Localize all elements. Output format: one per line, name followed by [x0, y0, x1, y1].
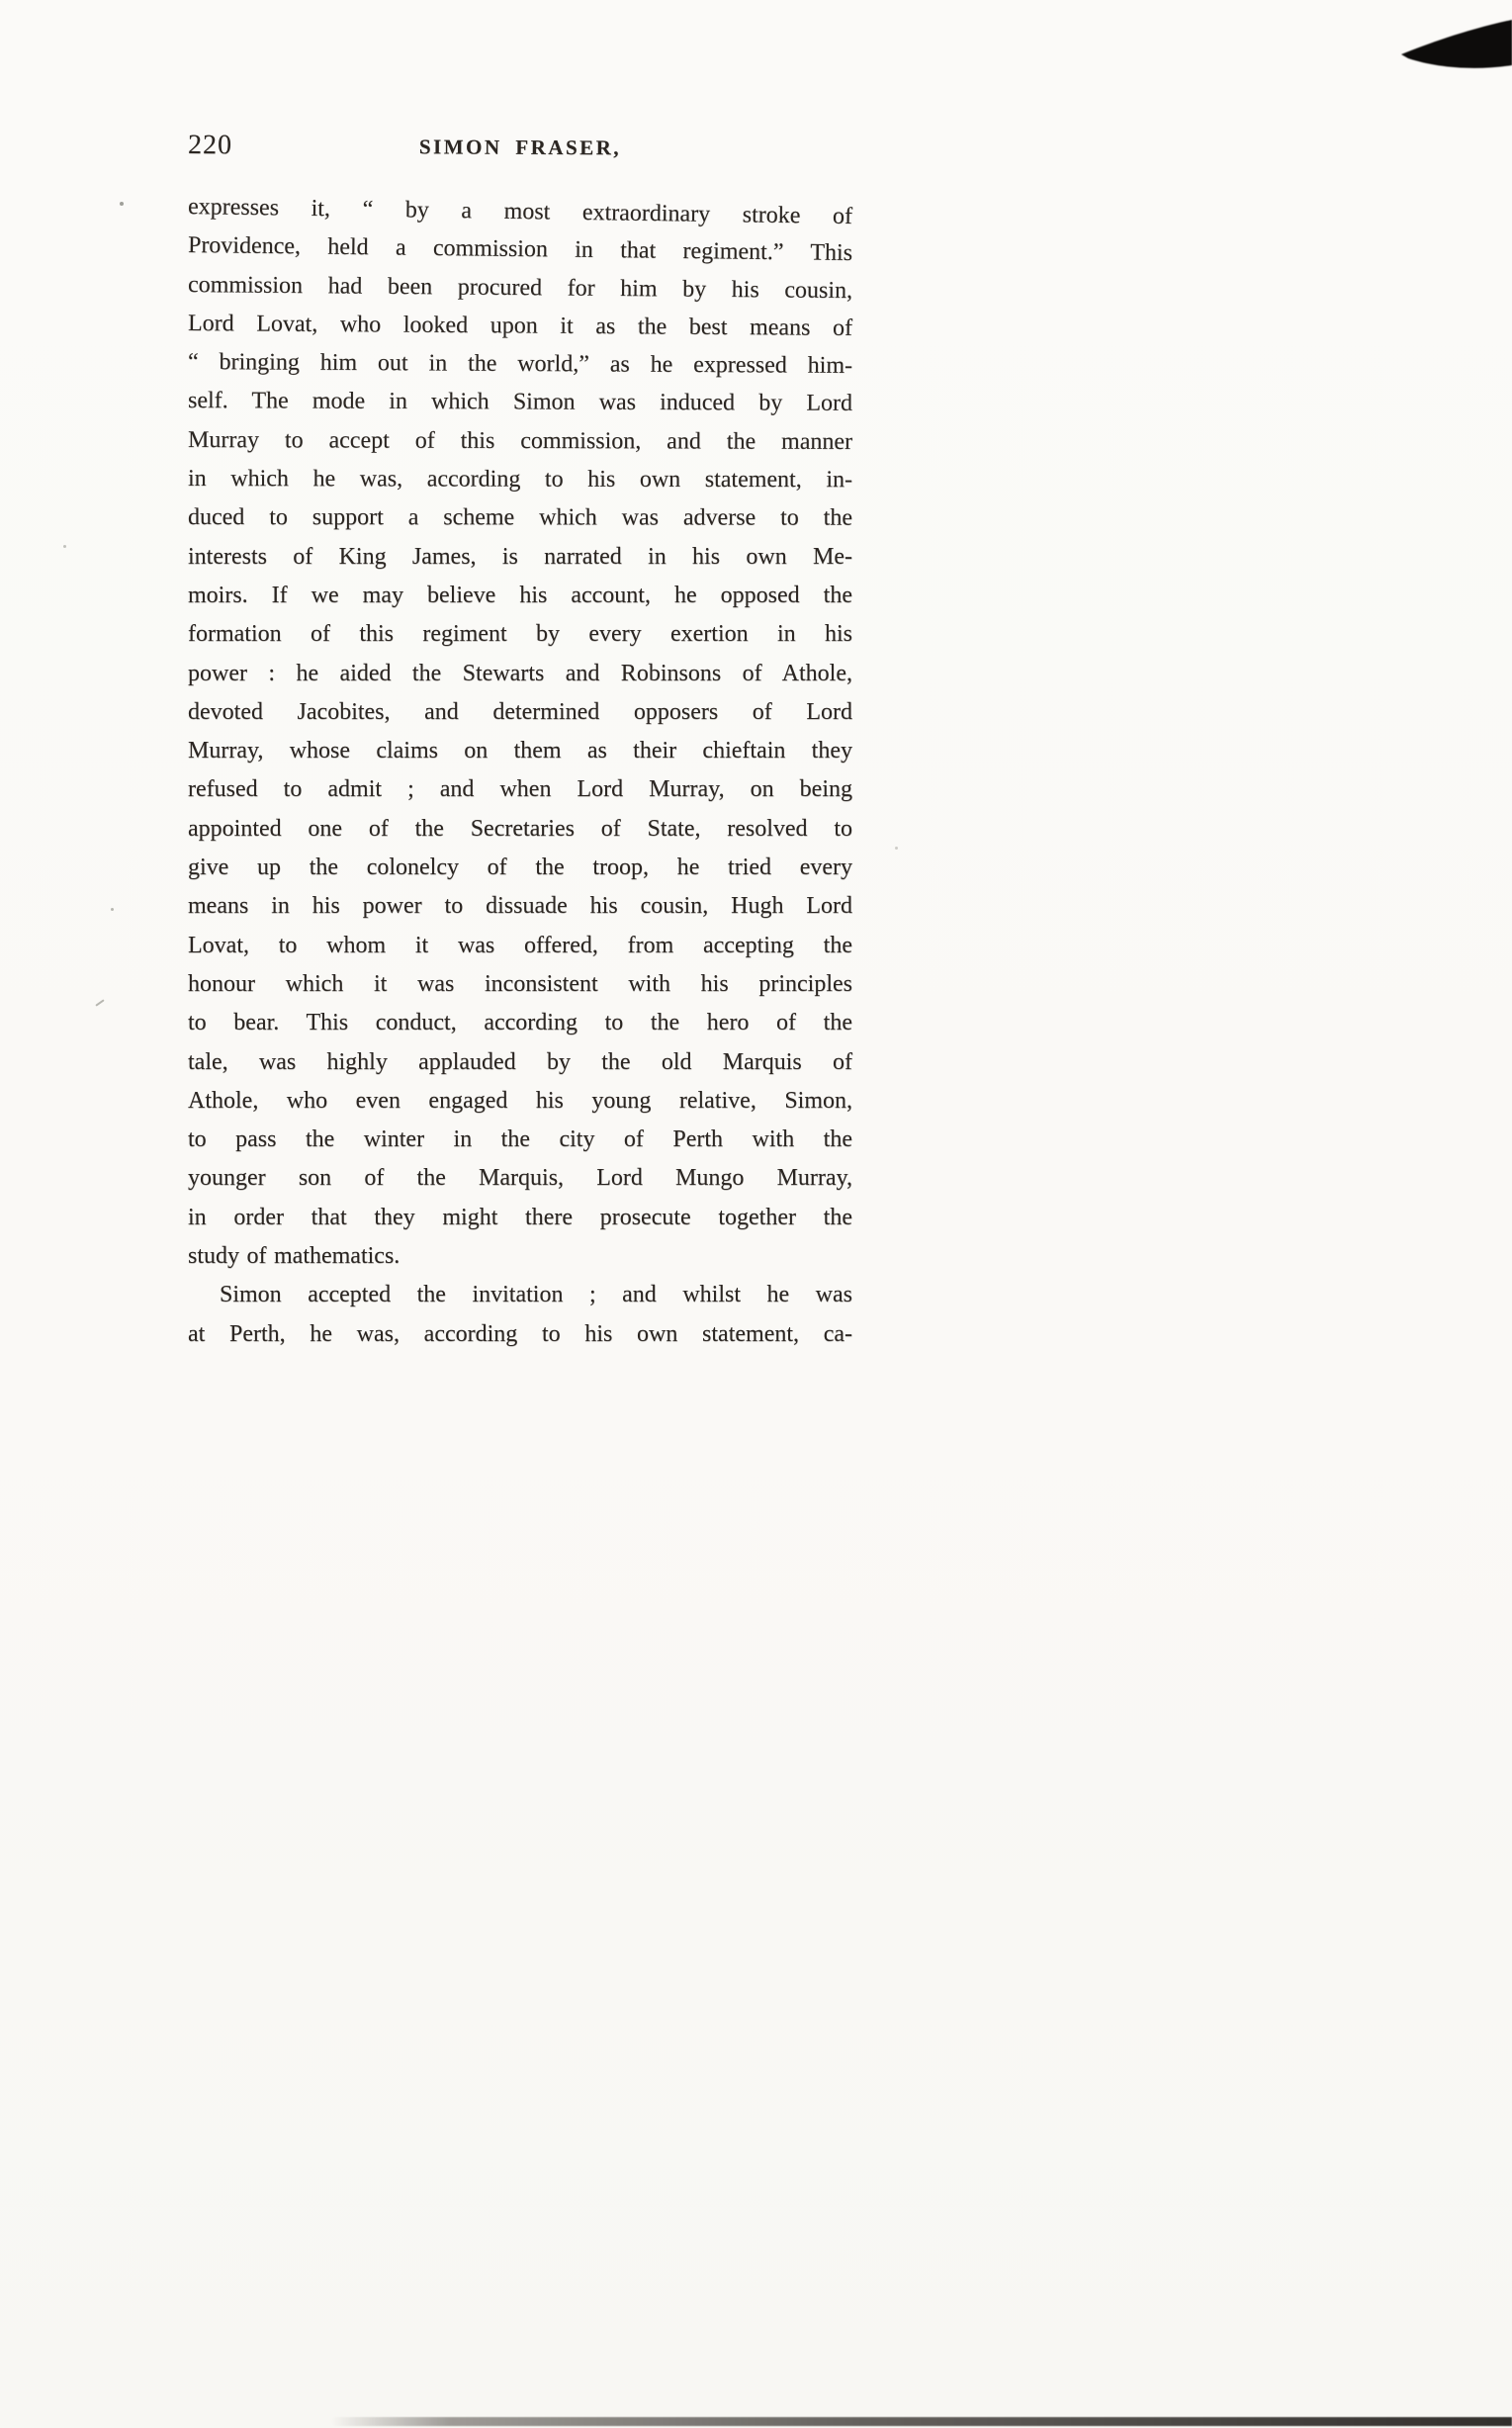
paragraph [188, 188, 852, 1276]
text-line: Simon accepted the invitation ; and whilst he was [220, 1282, 852, 1308]
text-line: Providence, held a commission in that regiment.” This [187, 232, 853, 267]
text-line: interests of King James, is narrated in his own Me- [188, 543, 852, 570]
scan-speck [63, 545, 66, 548]
page-header [188, 127, 852, 168]
text-line: in which he was, according to his own statement, in- [187, 466, 853, 494]
text-line: moirs. If we may believe his account, he opposed the [188, 582, 852, 608]
text-line: refused to admit ; and when Lord Murray, on being [188, 776, 852, 803]
text-line: in order that they might there prosecute together the [188, 1204, 852, 1230]
text-line: tale, was highly applauded by the old Marquis of [188, 1048, 852, 1075]
text-line: at Perth, he was, according to his own statement, ca- [188, 1320, 852, 1347]
text-line: Murray to accept of this commission, and the manner [187, 426, 853, 455]
text-line: Lovat, to whom it was offered, from accepting the [188, 932, 852, 958]
text-line: appointed one of the Secretaries of State, resolved to [188, 815, 852, 842]
scan-speck [895, 847, 898, 850]
text-line: honour which it was inconsistent with his principles [188, 970, 852, 997]
text-line: duced to support a scheme which was adverse to the [187, 504, 853, 531]
text-line: expresses it, “ by a most extraordinary stroke of [187, 194, 853, 229]
text-line: study of mathematics. [188, 1243, 400, 1270]
text-line: to bear. This conduct, according to the hero of the [188, 1010, 852, 1036]
text-line: Murray, whose claims on them as their chieftain they [188, 738, 852, 764]
text-line: formation of this regiment by every exertion in his [188, 621, 852, 648]
text-line: means in his power to dissuade his cousin, Hugh Lord [188, 893, 852, 920]
running-head: SIMON FRASER, [418, 135, 622, 160]
text-line: “ bringing him out in the world,” as he expressed him- [187, 349, 853, 380]
page-corner-ink-mark [1401, 20, 1512, 75]
page-number: 220 [187, 130, 233, 161]
text-line: power : he aided the Stewarts and Robinsons of Athole, [188, 660, 852, 686]
scan-speck [95, 999, 104, 1006]
paragraph [188, 1276, 852, 1354]
text-line: Athole, who even engaged his young relative, Simon, [188, 1087, 852, 1114]
text-line: to pass the winter in the city of Perth with the [188, 1126, 852, 1153]
text-line: devoted Jacobites, and determined opposers of Lord [188, 698, 852, 725]
page-bottom-edge-shadow [331, 2417, 1512, 2426]
scan-speck [120, 202, 124, 206]
scan-speck [111, 908, 114, 911]
text-line: give up the colonelcy of the troop, he tried every [188, 854, 852, 881]
text-line: Lord Lovat, who looked upon it as the best means of [187, 310, 853, 341]
text-block [188, 188, 852, 1354]
text-line: commission had been procured for him by his cousin, [187, 271, 853, 304]
text-line: younger son of the Marquis, Lord Mungo Murray, [188, 1165, 852, 1192]
text-line: self. The mode in which Simon was induced by Lord [187, 388, 853, 417]
